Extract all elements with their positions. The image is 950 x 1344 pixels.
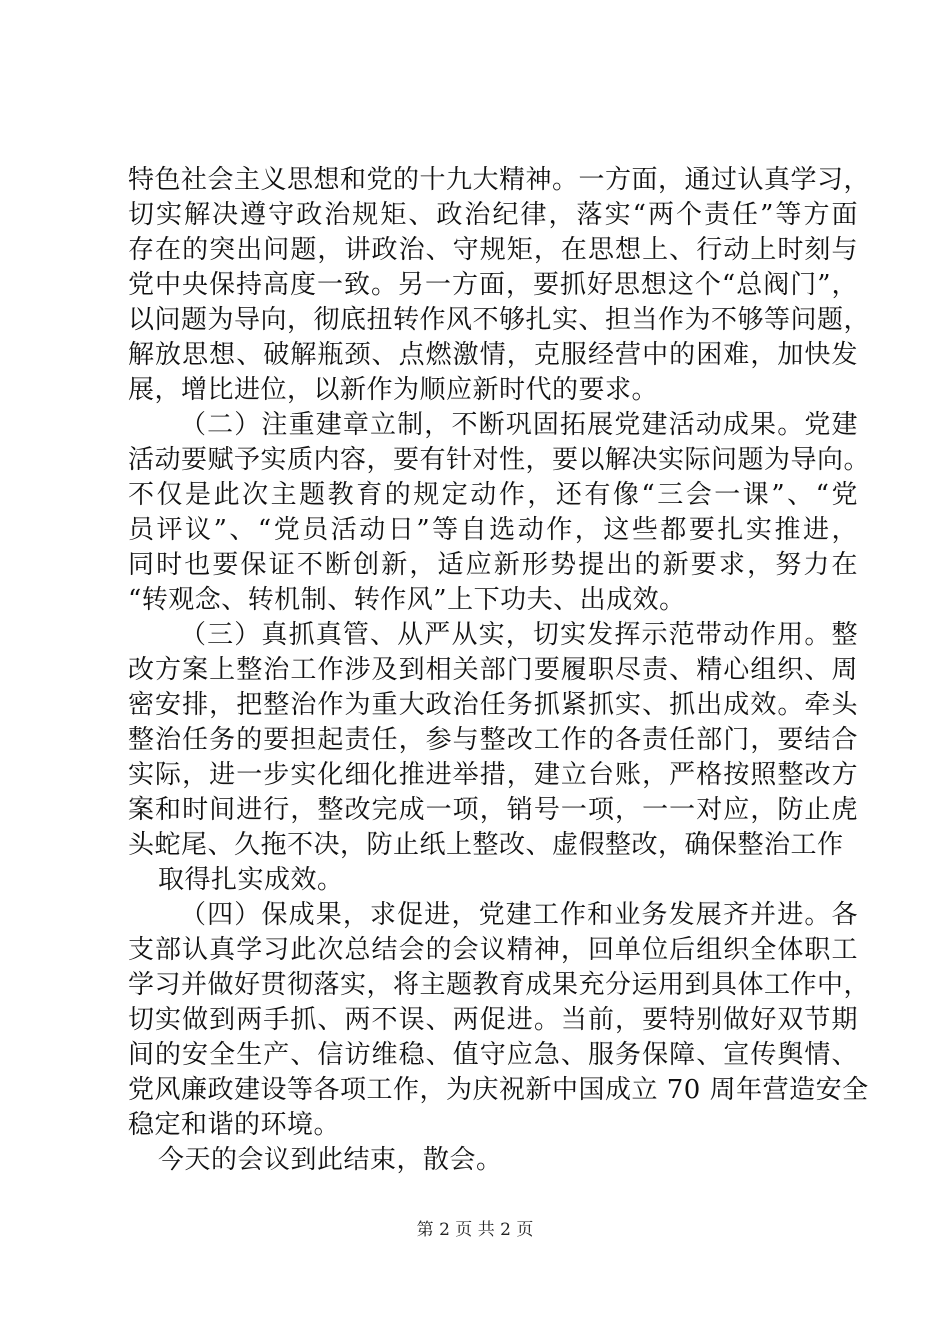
text-line: 整治任务的要担起责任，参与整改工作的各责任部门，要结合 xyxy=(128,725,858,755)
text-line: 头蛇尾、久拖不决，防止纸上整改、虚假整改，确保整治工作 xyxy=(128,830,844,860)
paragraph-4 xyxy=(128,863,858,898)
text-line: 今天的会议到此结束，散会。 xyxy=(158,1145,503,1175)
paragraph-1 xyxy=(128,163,871,408)
text-line: 特色社会主义思想和党的十九大精神。一方面，通过认真学习， xyxy=(128,165,871,195)
text-line: 员评议”、“党员活动日”等自选动作，这些都要扎实推进， xyxy=(128,515,858,545)
text-line: 解放思想、破解瓶颈、点燃激情，克服经营中的困难，加快发 xyxy=(128,340,858,370)
paragraph-3 xyxy=(128,618,858,863)
text-line: 展，增比进位，以新作为顺应新时代的要求。 xyxy=(128,375,659,405)
text-line: 切实解决遵守政治规矩、政治纪律，落实“两个责任”等方面 xyxy=(128,200,858,230)
paragraph-2 xyxy=(128,408,871,618)
text-line: 改方案上整治工作涉及到相关部门要履职尽责、精心组织、周 xyxy=(128,655,858,685)
text-line: 切实做到两手抓、两不误、两促进。当前，要特别做好双节期 xyxy=(128,1005,858,1035)
text-line: 间的安全生产、信访维稳、值守应急、服务保障、宣传舆情、 xyxy=(128,1040,858,1070)
text-line: 活动要赋予实质内容，要有针对性，要以解决实际问题为导向。 xyxy=(128,445,871,475)
text-line: 同时也要保证不断创新，适应新形势提出的新要求，努力在 xyxy=(128,550,858,580)
document-body xyxy=(128,163,871,1178)
text-line: 不仅是此次主题教育的规定动作，还有像“三会一课”、“党 xyxy=(128,480,858,510)
paragraph-5 xyxy=(128,898,871,1143)
text-line: “转观念、转机制、转作风”上下功夫、出成效。 xyxy=(128,585,686,615)
text-line: （二）注重建章立制，不断巩固拓展党建活动成果。党建 xyxy=(180,410,858,440)
text-line: （四）保成果，求促进，党建工作和业务发展齐并进。各 xyxy=(180,900,858,930)
text-line: （三）真抓真管、从严从实，切实发挥示范带动作用。整 xyxy=(180,620,858,650)
text-line: 密安排，把整治作为重大政治任务抓紧抓实、抓出成效。牵头 xyxy=(128,690,858,720)
text-line: 取得扎实成效。 xyxy=(158,865,344,895)
text-line: 案和时间进行，整改完成一项，销号一项，一一对应，防止虎 xyxy=(128,795,858,825)
text-line: 存在的突出问题，讲政治、守规矩，在思想上、行动上时刻与 xyxy=(128,235,858,265)
paragraph-6 xyxy=(128,1143,858,1178)
text-line: 学习并做好贯彻落实，将主题教育成果充分运用到具体工作中， xyxy=(128,970,871,1000)
text-line: 党风廉政建设等各项工作，为庆祝新中国成立 70 周年营造安全 xyxy=(128,1075,869,1105)
text-line: 党中央保持高度一致。另一方面，要抓好思想这个“总阀门”， xyxy=(128,270,858,300)
text-line: 稳定和谐的环境。 xyxy=(128,1110,341,1140)
page-number-footer: 第 2 页 共 2 页 xyxy=(416,1220,534,1240)
text-line: 支部认真学习此次总结会的会议精神，回单位后组织全体职工 xyxy=(128,935,858,965)
text-line: 以问题为导向，彻底扭转作风不够扎实、担当作为不够等问题， xyxy=(128,305,871,335)
text-line: 实际，进一步实化细化推进举措，建立台账，严格按照整改方 xyxy=(128,760,858,790)
